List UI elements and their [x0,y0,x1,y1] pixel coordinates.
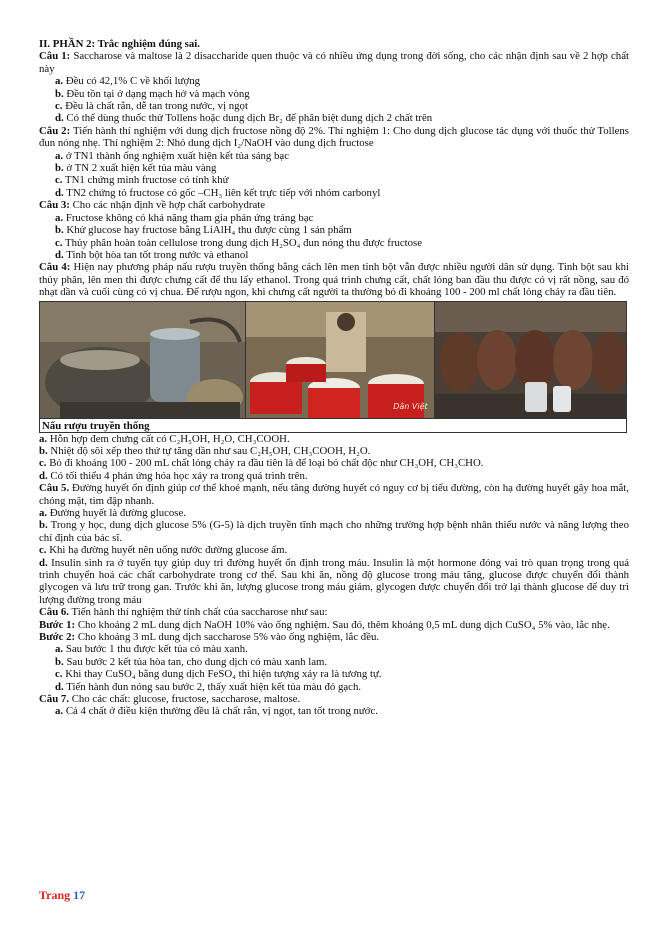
option: a. Hỗn hợp đem chưng cất có C₂H₅OH, H₂O, CH₃COOH. [39,432,290,445]
option: a. ở TN1 thành ống nghiệm xuất hiện kết tủa sáng bạc [55,149,290,162]
question-label: Câu 5. [39,482,70,495]
question-1-options [39,75,629,125]
page-label: Trang [39,888,71,902]
photo-caption: Nấu rượu truyền thống [39,419,627,433]
question-label: Câu 3: [39,199,70,212]
option: d. Tiến hành đun nóng sau bước 2, thấy xuất hiện kết tủa màu đỏ gạch. [55,680,362,693]
photo-watermark: Dân Việt [393,402,428,412]
option: b. Đều tồn tại ở dạng mạch hở và mạch vòng [55,87,250,100]
step-1: Bước 1: Cho khoảng 2 mL dung dịch NaOH 10% vào ống nghiệm. Sau đó, thêm khoảng 0,5 mL dung dịch CuSO₄ 5% vào, lắc nhẹ. [39,618,610,631]
page-footer [39,888,85,903]
rice-buckets-photo [245,302,433,418]
question-7: Câu 7. Cho các chất: glucose, fructose, saccharose, maltose. [39,693,301,706]
question-4: Câu 4: Hiện nay phương pháp nấu rượu truyền thống bằng cách lên men tinh bột vẫn được nhiều người dân sử dụng. Tinh bột sau khi thủy phân, lên men thì được chưng cất để thu lấy ethanol. Trong quá trình chưng cất, chất lỏng ban đầu thu được có vị rất nồng, sau đó nhạt dần và cuối cùng có vị chua. Để rượu ngon, khi chưng cất người ta thường bỏ đi khoảng 100 - 200 ml chất lỏng chảy ra đầu tiên. [39,261,629,299]
question-6: Câu 6. Tiến hành thí nghiệm thử tính chất của saccharose như sau: [39,606,328,619]
page-number: 17 [73,888,86,902]
option: a. Fructose không có khả năng tham gia phản ứng tráng bạc [55,211,314,224]
question-label: Câu 1: [39,50,71,63]
wine-jars-photo [434,302,626,418]
option: b. ở TN 2 xuất hiện kết tủa màu vàng [55,162,217,175]
option: d. Insulin sinh ra ở tuyến tụy giúp duy trì đường huyết ổn định trong máu. Insulin là một hormone đóng vai trò quan trọng trong quá trình chuyển hoá các chất carbohydrate trong cơ thể. Sau khi ăn, nồng độ glucose trong máu tăng, glucose được chuyển đổi thành glycogen và lưu trữ trong gan. Trước khi ăn, lượng glucose trong máu giảm, glycogen được chuyển đổi trở lại thành glucose để duy trì lượng đường trong máu [39,556,630,606]
option: c. Thủy phân hoàn toàn cellulose trong dung dịch H₂SO₄ đun nóng thu được fructose [55,236,423,249]
option: a. Sau bước 1 thu được kết tủa có màu xanh. [55,643,248,656]
option: c. Bỏ đi khoảng 100 - 200 mL chất lỏng chảy ra đầu tiên là để loại bỏ chất độc như CH₃OH, CH₃CHO. [39,457,484,470]
photo-strip [39,301,627,419]
option: a. Đều có 42,1% C về khối lượng [55,75,201,88]
section-title: II. PHẦN 2: Trắc nghiệm đúng sai. [39,38,200,50]
option: a. Đường huyết là đường glucose. [39,506,186,519]
option: c. Đều là chất rắn, dễ tan trong nước, vị ngọt [55,100,248,113]
question-2: Câu 2: Tiến hành thí nghiệm với dung dịch fructose nồng độ 2%. Thí nghiệm 1: Cho dung dịch glucose tác dụng với thuốc thử Tollens đun nóng nhẹ. Thí nghiệm 2: Nhỏ dung dịch I₂/NaOH vào dung dịch fructose [39,124,629,150]
option: b. Sau bước 2 kết tủa hòa tan, cho dung dịch có màu xanh lam. [55,655,328,668]
question-label: Câu 2: [39,124,71,137]
option: d. TN2 chứng tỏ fructose có gốc –CH₃ liên kết trực tiếp với nhóm carbonyl [55,186,381,199]
option: a. Cả 4 chất ở điều kiện thường đều là chất rắn, vị ngọt, tan tốt trong nước. [55,705,378,718]
question-4-options [39,433,629,483]
question-5-options [39,507,629,606]
question-1: Câu 1: Saccharose và maltose là 2 disaccharide quen thuộc và có nhiều ứng dụng trong đời sống, cho các nhận định sau về 2 hợp chất này [39,50,629,75]
option: b. Trong y học, dung dịch glucose 5% (G-5) là dịch truyền tĩnh mạch cho những trường hợp bệnh nhân thiếu nước và năng lượng theo chỉ định của bác sĩ. [39,519,629,544]
document-body [39,38,629,718]
question-6-options [39,643,629,693]
option: d. Có thể dùng thuốc thử Tollens hoặc dung dịch Br₂ để phân biệt dung dịch 2 chất trên [55,112,433,125]
question-3-options [39,212,629,262]
distillation-photo [40,302,245,418]
question-2-options [39,150,629,200]
option: d. Có tối thiểu 4 phản ứng hóa học xảy ra trong quá trình trên. [39,469,308,482]
option: c. Khi hạ đường huyết nên uống nước đường glucose ấm. [39,544,288,557]
option: c. Khi thay CuSO₄ bằng dung dịch FeSO₄ thì hiện tượng xảy ra là tương tự. [55,668,382,681]
step-2: Bước 2: Cho khoảng 3 mL dung dịch saccharose 5% vào ống nghiệm, lắc đều. [39,631,380,644]
option: c. TN1 chứng minh fructose có tính khử [55,174,229,187]
option: d. Tinh bột hòa tan tốt trong nước và ethanol [55,248,249,261]
option: b. Khử glucose hay fructose bằng LiAlH₄ thu được cùng 1 sản phẩm [55,224,352,237]
question-label: Câu 7. [39,693,69,706]
option: b. Nhiệt độ sôi xếp theo thứ tự tăng dần như sau C₂H₅OH, CH₃COOH, H₂O. [39,444,371,457]
question-label: Câu 4: [39,261,71,274]
question-5: Câu 5. Đường huyết ổn định giúp cơ thể khoẻ mạnh, nếu tăng đường huyết có nguy cơ bị tiểu đường, còn hạ đường huyết gây hoa mắt, chóng mặt, tim đập nhanh. [39,482,629,507]
question-label: Câu 6. [39,606,69,619]
question-3: Câu 3: Cho các nhận định về hợp chất carbohydrate [39,199,266,212]
question-7-options [39,705,629,717]
